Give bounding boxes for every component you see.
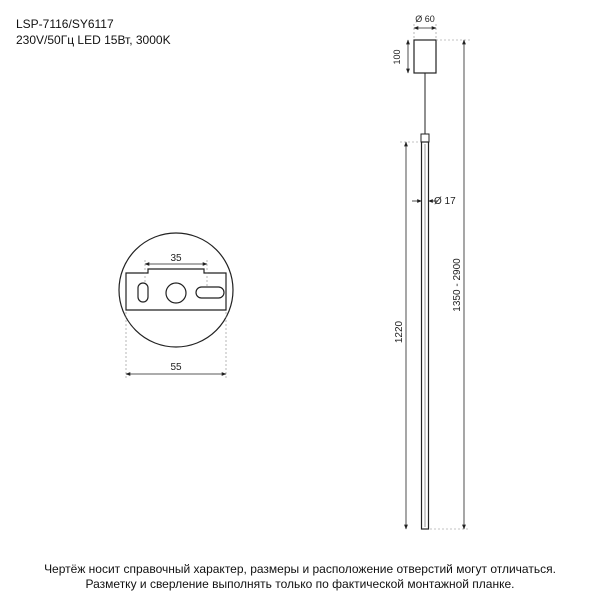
dim-label-canopy-height: 100 bbox=[392, 49, 402, 65]
dim-label-tube-diameter: Ø 17 bbox=[434, 196, 456, 207]
lamp-side-view bbox=[392, 14, 470, 529]
dim-label-tube-length: 1220 bbox=[394, 320, 405, 344]
dim-label-total-height: 1350 - 2900 bbox=[452, 258, 463, 312]
dim-label-plate-holes: 35 bbox=[170, 253, 182, 264]
model-code: LSP-7116/SY6117 bbox=[16, 17, 114, 31]
mounting-plate-view bbox=[119, 233, 233, 378]
mounting-bar bbox=[126, 269, 226, 310]
dim-label-canopy-diameter: Ø 60 bbox=[415, 14, 435, 24]
disclaimer-line-1: Чертёж носит справочный характер, размеры и расположение отверстий могут отличаться. bbox=[44, 562, 556, 576]
disclaimer-note bbox=[0, 562, 600, 592]
canopy bbox=[414, 40, 436, 73]
dim-label-plate-width: 55 bbox=[170, 362, 182, 373]
tube-cap bbox=[421, 134, 429, 142]
electrical-specs: 230V/50Гц LED 15Вт, 3000K bbox=[16, 33, 171, 47]
disclaimer-line-2: Разметку и сверление выполнять только по фактической монтажной планке. bbox=[85, 577, 515, 591]
